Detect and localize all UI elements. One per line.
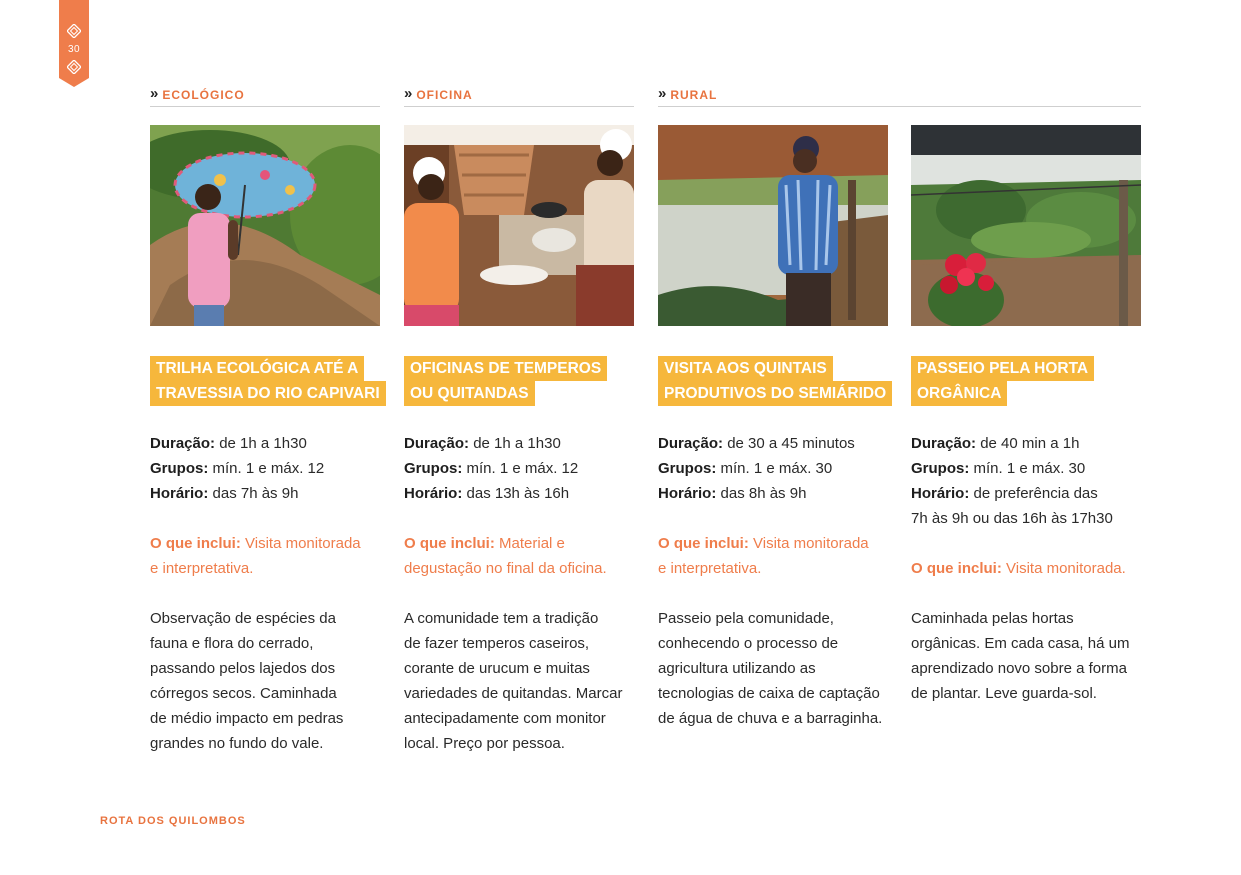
horario-value: das 8h às 9h: [720, 485, 807, 502]
desc-line: agricultura utilizando as: [658, 660, 816, 677]
inclui-value: e interpretativa.: [658, 560, 762, 577]
inclui-label: O que inclui:: [404, 535, 495, 552]
duracao-label: Duração:: [404, 435, 470, 452]
tour-quintais-produtivos: [658, 356, 898, 731]
tour-includes: [150, 531, 390, 581]
grupos-label: Grupos:: [658, 460, 717, 477]
photo-man-at-reservoir: [658, 125, 888, 326]
desc-line: Observação de espécies da: [150, 610, 336, 627]
inclui-label: O que inclui:: [911, 560, 1002, 577]
duracao-label: Duração:: [911, 435, 977, 452]
page-number: 30: [67, 44, 81, 55]
tour-info: [404, 431, 644, 506]
tour-info: [658, 431, 898, 506]
inclui-value: Visita monitorada.: [1006, 560, 1126, 577]
duracao-label: Duração:: [658, 435, 724, 452]
tour-title-line: PRODUTIVOS DO SEMIÁRIDO: [658, 381, 892, 406]
duracao-value: de 30 a 45 minutos: [727, 435, 855, 452]
ornament-icon: [67, 24, 81, 38]
horario-value: 7h às 9h ou das 16h às 17h30: [911, 510, 1113, 527]
tour-info: [150, 431, 390, 506]
section-header-ecologico: [150, 86, 380, 107]
inclui-value: Visita monitorada: [245, 535, 361, 552]
photo-organic-garden: [911, 125, 1141, 326]
desc-line: grandes no fundo do vale.: [150, 735, 324, 752]
desc-line: orgânicas. Em cada casa, há um: [911, 635, 1130, 652]
photo-cooking-workshop: [404, 125, 634, 326]
duracao-value: de 1h a 1h30: [473, 435, 561, 452]
tour-description: [658, 606, 898, 731]
duracao-label: Duração:: [150, 435, 216, 452]
double-chevron-icon: »: [150, 85, 159, 102]
grupos-value: mín. 1 e máx. 30: [720, 460, 833, 477]
desc-line: corante de urucum e muitas: [404, 660, 590, 677]
desc-line: córregos secos. Caminhada: [150, 685, 337, 702]
tour-includes: [404, 531, 644, 581]
desc-line: de plantar. Leve guarda-sol.: [911, 685, 1097, 702]
desc-line: tecnologias de caixa de captação: [658, 685, 880, 702]
horario-label: Horário:: [150, 485, 209, 502]
inclui-value: Visita monitorada: [753, 535, 869, 552]
footer-title: ROTA DOS QUILOMBOS: [100, 815, 246, 827]
horario-label: Horário:: [911, 485, 970, 502]
tour-horta-organica: [911, 356, 1151, 706]
grupos-label: Grupos:: [911, 460, 970, 477]
desc-line: aprendizado novo sobre a forma: [911, 660, 1127, 677]
inclui-label: O que inclui:: [150, 535, 241, 552]
tour-includes: [911, 556, 1151, 581]
desc-line: de fazer temperos caseiros,: [404, 635, 590, 652]
grupos-label: Grupos:: [150, 460, 209, 477]
tour-title-line: ORGÂNICA: [911, 381, 1007, 406]
inclui-value: e interpretativa.: [150, 560, 254, 577]
duracao-value: de 40 min a 1h: [980, 435, 1080, 452]
tour-includes: [658, 531, 898, 581]
horario-value: das 13h às 16h: [466, 485, 570, 502]
desc-line: antecipadamente com monitor: [404, 710, 606, 727]
horario-value: de preferência das: [973, 485, 1098, 502]
tour-trilha-ecologica: [150, 356, 390, 756]
tour-description: [404, 606, 644, 756]
desc-line: de médio impacto em pedras: [150, 710, 344, 727]
desc-line: passando pelos lajedos dos: [150, 660, 336, 677]
desc-line: fauna e flora do cerrado,: [150, 635, 314, 652]
inclui-value: Material e: [499, 535, 565, 552]
tour-title-line: OFICINAS DE TEMPEROS: [404, 356, 607, 381]
horario-label: Horário:: [658, 485, 717, 502]
grupos-label: Grupos:: [404, 460, 463, 477]
desc-line: conhecendo o processo de: [658, 635, 839, 652]
desc-line: de água de chuva e a barraginha.: [658, 710, 883, 727]
double-chevron-icon: »: [404, 85, 413, 102]
tour-oficinas-temperos: [404, 356, 644, 756]
grupos-value: mín. 1 e máx. 30: [973, 460, 1086, 477]
tour-title-line: TRILHA ECOLÓGICA ATÉ A: [150, 356, 364, 381]
photo-girl-with-umbrella: [150, 125, 380, 326]
horario-label: Horário:: [404, 485, 463, 502]
inclui-label: O que inclui:: [658, 535, 749, 552]
section-label: ECOLÓGICO: [162, 88, 245, 102]
tour-description: [911, 606, 1151, 706]
desc-line: local. Preço por pessoa.: [404, 735, 565, 752]
tour-title-line: VISITA AOS QUINTAIS: [658, 356, 833, 381]
ornament-icon: [67, 60, 81, 74]
desc-line: variedades de quitandas. Marcar: [404, 685, 623, 702]
page-tab: [59, 0, 89, 78]
section-header-rural: [658, 86, 1141, 107]
tour-info: [911, 431, 1151, 531]
tour-title-line: OU QUITANDAS: [404, 381, 535, 406]
section-label: RURAL: [670, 88, 718, 102]
tour-title-line: PASSEIO PELA HORTA: [911, 356, 1094, 381]
desc-line: Passeio pela comunidade,: [658, 610, 834, 627]
section-label: OFICINA: [416, 88, 473, 102]
grupos-value: mín. 1 e máx. 12: [212, 460, 325, 477]
duracao-value: de 1h a 1h30: [219, 435, 307, 452]
inclui-value: degustação no final da oficina.: [404, 560, 607, 577]
double-chevron-icon: »: [658, 85, 667, 102]
desc-line: A comunidade tem a tradição: [404, 610, 599, 627]
tour-description: [150, 606, 390, 756]
desc-line: Caminhada pelas hortas: [911, 610, 1074, 627]
grupos-value: mín. 1 e máx. 12: [466, 460, 579, 477]
section-header-oficina: [404, 86, 634, 107]
tour-title-line: TRAVESSIA DO RIO CAPIVARI: [150, 381, 386, 406]
horario-value: das 7h às 9h: [212, 485, 299, 502]
